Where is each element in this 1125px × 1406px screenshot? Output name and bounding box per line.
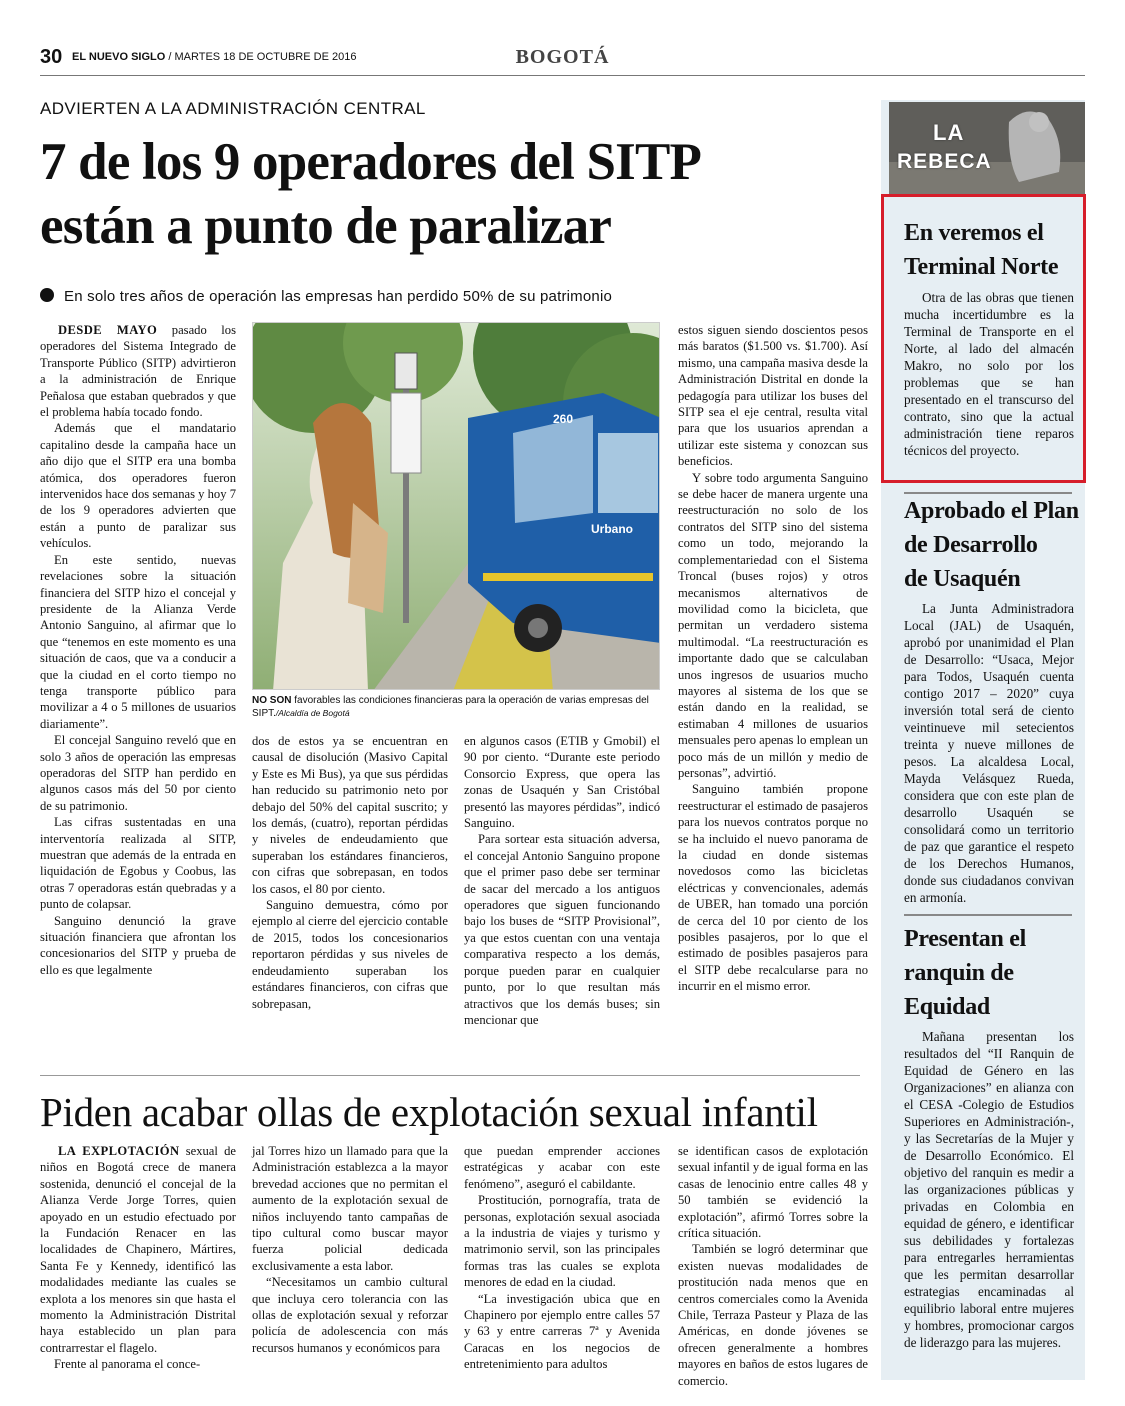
logo-line-2: REBECA: [897, 150, 992, 173]
paragraph-text: sexual de niños en Bogotá crece de manera sostenida, denunció el concejal de la Alianza Verde Jorge Torres, quien apoyado en un estudio efectuado por la Fundación Renacer en las localidades de Chapinero, Mártires, Santa Fe y Kennedy, identificó las modalidades mediante las cuales se explota a los menores sin que hasta el momento la Administración Distrital haya establecido un plan para contrarrestar el flagelo.: [40, 1144, 236, 1355]
bus-stop-photo: [252, 322, 660, 690]
caption-text: favorables las condiciones financieras para la operación de varias empresas del SIPT.: [252, 695, 649, 719]
article2-column-4: [678, 1143, 868, 1389]
paragraph: Las cifras sustentadas en una interventoría realizada al SITP, muestran que además de la entrada en liquidación de Egobus y Coobus, las otras 7 operadoras están quebradas y a punto de colapsar.: [40, 815, 236, 912]
article2-column-2: [252, 1143, 448, 1356]
section-name: BOGOTÁ: [515, 46, 610, 68]
paragraph: [40, 1143, 236, 1356]
paragraph: Sanguino demuestra, cómo por ejemplo al cierre del ejercicio contable de 2015, todos los concesionarios reportaron pérdidas y sus niveles de endeudamiento superaban los estándares financieros, con cifras que sobrepasan,: [252, 898, 448, 1011]
article2-column-3: [464, 1143, 660, 1373]
article1-column-1: [40, 322, 236, 978]
paragraph: se identifican casos de explotación sexual infantil y de igual forma en las casas de lenocinio entre calles 48 y 50 también se evidenció la explotación”, afirmó Torres sobre la crítica situación.: [678, 1144, 868, 1241]
paragraph: Y sobre todo argumenta Sanguino se debe hacer de manera urgente una reestructuración no solo de los contratos del SITP sino del sistema como un todo, mejorando la complementariedad con el Sistema Troncal (buses rojos) y otros mecanismos alternativos de movilidad como la bicicleta, que permitan un verdadero sistema multimodal. “La reestructuración es importante dado que se calculaban unos ingresos de usuarios mucho mayores al sistema de los que se están dando en la realidad, se estimaban 4 millones de usuarios mensuales pero apenas lo emplean un poco más de un millón y medio de personas”, advirtió.: [678, 470, 868, 780]
paragraph: “Necesitamos un cambio cultural que incluya cero tolerancia con las ollas de explotación sexual y reforzar policía de adolescencia con más recursos humanos y económicos para: [252, 1275, 448, 1355]
paragraph-text: pasado los operadores del Sistema Integrado de Transporte Público (SITP) advirtieron a la administración de Enrique Peñalosa que estaban quebrados y que el problema había tocado fondo.: [40, 323, 236, 420]
article1-column-4: [678, 322, 868, 995]
paragraph: Frente al panorama el conce-: [54, 1357, 201, 1372]
photo-caption: [252, 694, 660, 720]
title-line: Equidad: [904, 994, 990, 1020]
paragraph: El concejal Sanguino reveló que en solo 3 años de operación las empresas operadoras del SITP han perdido en algunos casos más del 50 por ciento de su patrimonio.: [40, 733, 236, 813]
paragraph: Sanguino también propone reestructurar el estimado de pasajeros para los nuevos contratos porque no se ha incluido el nuevo panorama de la ciudad en donde sistemas novedosos como las bicicletas eléctricas y convencionales, además de UBER, han tomado una porción de cerca del 10 por ciento de los posibles pasajeros, por lo que el estimado de posibles pasajeros para el SITP debe recalcularse para no incurrir en el mismo error.: [678, 782, 868, 994]
article1-kicker: ADVIERTEN A LA ADMINISTRACIÓN CENTRAL: [40, 99, 426, 118]
bullet-icon: [40, 288, 54, 302]
title-line: ranquin de: [904, 960, 1014, 986]
paragraph: “La investigación ubica que en Chapinero por ejemplo entre calles 57 y 63 y entre carreras 7ª y Avenida Caracas en los negocios de entretenimiento para adultos: [464, 1291, 660, 1372]
title-line: Terminal Norte: [904, 254, 1059, 280]
article2-headline: Piden acabar ollas de explotación sexual infantil: [40, 1089, 818, 1135]
article1-column-3: [464, 733, 660, 1028]
article-divider: [40, 1075, 860, 1076]
headline-line-2: están a punto de paralizar: [40, 197, 612, 255]
paragraph: que puedan emprender acciones estratégicas y acabar con este fenómeno”, aseguró el cabildante.: [464, 1144, 660, 1191]
paragraph: jal Torres hizo un llamado para que la Administración establezca a la mayor brevedad acciones que no permitan el aumento de la explotación sexual de niños incluyendo tanto campañas de tipo cultural como buscar mayor fuerza policial dedicada exclusivamente a esta labor.: [252, 1144, 448, 1273]
paragraph: Para sortear esta situación adversa, el concejal Antonio Sanguino propone que el primer paso debe ser terminar de sacar del mercado a los antiguos operadores que siguen funcionando bajo los buses de “SITP Provisional”, ya que estos cuentan con una ventaja comparativa respecto a los demás, porque pueden parar en cualquier punto, por lo que resultan más atractivos que los demás buses; sin mencionar que: [464, 832, 660, 1027]
paragraph: en algunos casos (ETIB y Gmobil) el 90 por ciento. “Durante este periodo Consorcio Express, que opera las zonas de Usaquén y San Cristóbal presentó las mayores pérdidas”, indicó Sanguino.: [464, 734, 660, 831]
sidebar-rule: [904, 914, 1072, 916]
sidebar-item3-body: [904, 1028, 1074, 1351]
headline-line-1: 7 de los 9 operadores del SITP: [40, 133, 702, 191]
title-line: de Usaquén: [904, 566, 1021, 592]
title-line: Aprobado el Plan: [904, 498, 1079, 524]
title-line: de Desarrollo: [904, 532, 1038, 558]
paragraph: La Junta Administradora Local (JAL) de Usaquén, aprobó por unanimidad el Plan de Desarrollo: “Usaca, Mejor para Todos, Usaquén cuenta contigo 2017 – 2020” cuya inversión total será de ciento veintinueve mil setecientos treinta y nueve millones de pesos. La alcaldesa Local, Mayda Velásquez Rueda, considera que con este plan de desarrollo Usaquén se consolidará como un territorio de paz que garantice el respeto de los Derechos Humanos, donde sus ciudadanos convivan en armonía.: [904, 601, 1074, 905]
logo-line-1: LA: [933, 120, 965, 145]
article1-column-2: [252, 733, 448, 1012]
bus-brand: Urbano: [591, 522, 633, 536]
paper-name: EL NUEVO SIGLO: [72, 51, 166, 63]
paragraph: estos siguen siendo doscientos pesos más baratos ($1.500 vs. $1.700). Así mismo, una campaña masiva desde la Administración Distrital en donde la pedagogía para utilizar los buses del SITP sea el eje central, resulta vital para que los usuarios aprendan a utilizar este sistema y conozcan sus beneficios.: [678, 323, 868, 469]
subhead-text: En solo tres años de operación las empresas han perdido 50% de su patrimonio: [64, 288, 613, 305]
title-line: En veremos el: [904, 220, 1044, 246]
paragraph: Mañana presentan los resultados del “II Ranquin de Equidad de Género en las Organizaciones” en alianza con el CESA -Colegio de Estudios Superiores en Administración-, y las Secretarías de la Mujer y de Desarrollo Económico. El objetivo del ranquin es medir a las organizaciones públicas y privadas en Colombia en equidad de género, e identificar sus debilidades y fortalezas para entregarles herramientas que les permitan desarrollar estrategias encaminadas al equilibrio laboral entre mujeres y hombres, promocionar cargos de liderazgo para las mujeres.: [904, 1029, 1074, 1350]
sidebar-item2-title: [904, 494, 1079, 596]
la-rebeca-logo: [889, 102, 1085, 194]
highlight-box: [881, 194, 1086, 483]
sidebar-item3-title: [904, 922, 1026, 1024]
bus-route: 260: [553, 412, 574, 426]
paragraph: Otra de las obras que tienen mucha incertidumbre es la Terminal de Transporte en el Norte, al lado del almacén Makro, no solo por los problemas que se han presentado en el transcurso del contrato, sino que la actual administración tiene reparos técnicos del proyecto.: [904, 290, 1074, 458]
statue-image: [889, 102, 1085, 194]
article1-headline: [40, 130, 870, 258]
lead-caps: DESDE MAYO: [58, 323, 158, 337]
paragraph: Prostitución, pornografía, trata de personas, explotación sexual asociada a la industria de viajes y turismo y matrimonio servil, son las principales formas tras las cuales se explota menores de edad en la ciudad.: [464, 1193, 660, 1290]
lead-caps: LA EXPLOTACIÓN: [58, 1144, 180, 1158]
paragraph: Además que el mandatario capitalino desde la campaña hace un año dijo que el SITP era una bomba atómica, dos operadores fueron intervenidos hace dos semanas y hoy 7 de los 9 operadores advierten que están a punto de paralizar sus vehículos.: [40, 421, 236, 551]
sidebar-item2-body: [904, 600, 1074, 906]
paragraph: Sanguino denunció la grave situación financiera que afrontan los concesionarios del SITP y prueba de ello es que legalmente: [40, 913, 236, 977]
paragraph: También se logró determinar que existen nuevas modalidades de prostitución nada menos que en centros comerciales como la Avenida Chile, Terraza Pasteur y Plaza de las Américas, en donde jóvenes se ofrecen generalmente a hombres mayores en baños de estos lugares de comercio.: [678, 1242, 868, 1388]
paragraph: [40, 322, 236, 420]
paragraph: En este sentido, nuevas revelaciones sobre la situación financiera del SITP hizo el concejal y presidente de la Alianza Verde Antonio Sanguino, al afirmar que lo que “tenemos en este momento es una situación de caos, que va a conducir a que la ciudad en el corto tiempo no tenga transporte público para movilizar a 4 o 5 millones de usuarios diariamente”.: [40, 552, 236, 731]
article1-subhead: [40, 288, 612, 305]
photo-credit: /Alcaldía de Bogotá: [275, 708, 350, 718]
page-number: 30: [40, 46, 63, 68]
caption-lead: NO SON: [252, 695, 292, 706]
issue-date: / MARTES 18 DE OCTUBRE DE 2016: [168, 51, 357, 63]
title-line: Presentan el: [904, 926, 1026, 952]
article2-column-1: [40, 1143, 236, 1373]
photo-illustration: [253, 323, 660, 690]
paragraph: dos de estos ya se encuentran en causal de disolución (Masivo Capital y Este es Mi Bus), ya que sus pérdidas han reducido su patrimonio neto por debajo del 50% del capital suscrito; y los demás, (cuatro), reportan pérdidas y niveles de endeudamiento que superaban los estándares financieros, con cifras que sobrepasan, en todos los casos, el 80 por ciento.: [252, 734, 448, 896]
